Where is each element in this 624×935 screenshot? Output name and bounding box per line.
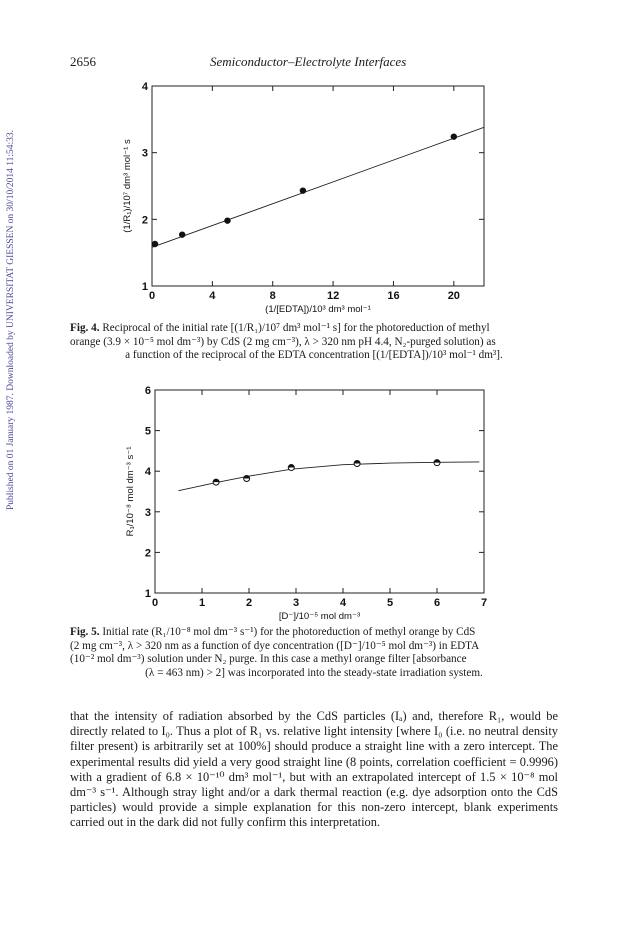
figure-4-caption-line-3: a function of the reciprocal of the EDTA concentration [(1/[EDTA])/10³ mol⁻¹ dm³]. (125, 349, 503, 361)
fig4-y-tick-label: 2 (141, 214, 148, 227)
figure-5-caption-line-4: (λ = 463 nm) > 2] was incorporated into the steady-state irradiation system. (145, 666, 483, 679)
fig5-y-tick-label: 3 (144, 506, 151, 519)
fig4-x-tick-label: 0 (148, 290, 156, 302)
figure-5-caption-label: Fig. 5. (70, 626, 100, 638)
fig5-x-tick-label: 3 (292, 597, 300, 609)
figure-5-caption-line-2: (2 mg cm⁻³, λ > 320 nm as a function of dye concentration ([D⁻]/10⁻⁵ mol dm⁻³) in EDTA (70, 639, 480, 652)
fig5-plot-frame (155, 390, 484, 593)
fig5-x-tick-label: 7 (480, 597, 488, 609)
page-number: 2656 (70, 54, 96, 69)
fig5-x-tick-label: 5 (386, 597, 394, 609)
fig5-x-tick-label: 4 (339, 597, 347, 609)
fig5-y-axis-label: R₁/10⁻⁸ mol dm⁻³ s⁻¹ (125, 446, 136, 537)
fig5-y-tick-label: 1 (144, 588, 151, 600)
fig5-fit-curve (179, 462, 480, 491)
fig5-x-axis-label: [D⁻]/10⁻⁵ mol dm⁻³ (278, 611, 361, 622)
figure-5-caption (70, 626, 558, 680)
fig4-x-tick-label: 12 (326, 290, 340, 302)
running-title: Semiconductor–Electrolyte Interfaces (210, 54, 407, 69)
fig4-x-tick-label: 8 (269, 290, 276, 302)
figure-4-caption-line-1: Reciprocal of the initial rate [(1/R₁)/10⁷ dm³ mol⁻¹ s] for the photoreduction of methyl (102, 322, 490, 334)
fig4-x-tick-label: 16 (387, 290, 400, 302)
figure-4-caption-line-2: orange (3.9 × 10⁻⁵ mol dm⁻³) by CdS (2 mg cm⁻³), λ > 320 nm pH 4.4, N₂-purged solution) as (70, 335, 496, 348)
figure-4-caption (70, 322, 558, 363)
fig5-x-tick-label: 0 (151, 597, 159, 609)
fig4-x-axis-label: (1/[EDTA])/10³ dm³ mol⁻¹ (265, 304, 371, 315)
fig5-x-tick-label: 1 (198, 597, 206, 609)
fig5-y-tick-label: 2 (144, 547, 151, 560)
fig4-y-tick-label: 1 (141, 281, 148, 293)
fig5-x-tick-label: 2 (245, 597, 253, 609)
fig4-y-tick-label: 3 (141, 147, 148, 160)
fig5-y-tick-label: 4 (144, 466, 151, 479)
fig4-x-tick-label: 20 (447, 290, 460, 302)
fig4-x-tick-label: 4 (209, 290, 216, 302)
body-text (70, 709, 558, 831)
publication-side-note-text: Published on 01 January 1987. Downloaded by UNIVERSITAT GIESSEN on 30/10/2014 11:54:33. (6, 129, 16, 511)
fig4-y-tick-label: 4 (141, 81, 148, 93)
fig5-x-tick-label: 6 (433, 597, 441, 609)
fig4-y-axis-label: (1/R₁)/10⁷ dm³ mol⁻¹ s (122, 139, 133, 233)
figure-5-caption-line-1: Initial rate (R₁/10⁻⁸ mol dm⁻³ s⁻¹) for the photoreduction of methyl orange by CdS (102, 626, 476, 638)
figure-5-caption-line-3: (10⁻² mol dm⁻³) solution under N₂ purge. In this case a methyl orange filter [absorbance (70, 653, 467, 665)
body-paragraph: that the intensity of radiation absorbed by the CdS particles (Iₐ) and, therefore R₁, would be directly related to I₀. Thus a plot of R₁ vs. relative light intensity [where I₀ (i.e. no neutral density filter present) is arbitrarily set at 100%] should produce a straight line with a zero intercept. The experimental results did yield a very good straight line (8 points, correlation coefficient = 0.9996) with a gradient of 6.8 × 10⁻¹⁰ dm³ mol⁻¹, but with an extrapolated intercept of 1.5 × 10⁻⁸ mol dm⁻³ s⁻¹. Although stray light and/or a dark thermal reaction (e.g. dye adsorption onto the CdS particles) would provide a simple explanation for this non-zero intercept, blank experiments carried out in the dark did not fully confirm this interpretation. (70, 709, 558, 830)
fig5-y-tick-label: 6 (144, 385, 151, 397)
fig5-y-tick-label: 5 (144, 425, 151, 438)
figure-4-caption-label: Fig. 4. (70, 322, 100, 334)
